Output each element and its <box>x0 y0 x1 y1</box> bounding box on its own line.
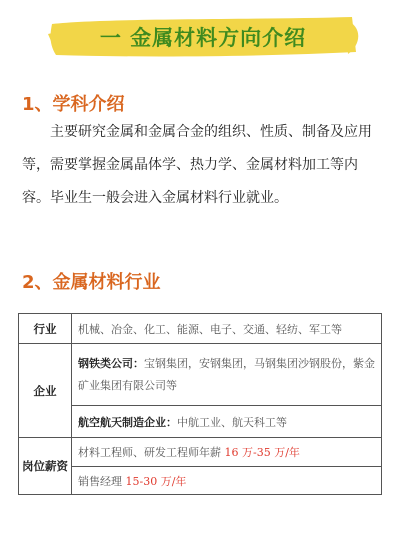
aerospace-companies-key: 航空航天制造企业： <box>78 415 177 429</box>
steel-companies-value: 宝钢集团，安钢集团，马钢集团沙钢股份，紫金矿业集团有限公司等 <box>78 356 375 392</box>
page-title: 一 金属材料方向介绍 <box>99 26 307 50</box>
enterprise-steel-cell <box>72 344 382 406</box>
table-row-industry <box>19 314 382 344</box>
salary-engineer-text: 材料工程师、研发工程师年薪 <box>78 446 225 459</box>
salary-engineer-amount: 16 万-35 万/年 <box>224 446 300 459</box>
steel-companies-key: 钢铁类公司： <box>78 356 144 370</box>
table-row-enterprise-steel <box>19 344 382 406</box>
section-heading-discipline: 1、学科介绍 <box>22 94 125 115</box>
salary-sales-amount: 15-30 万/年 <box>125 474 187 488</box>
table-row-salary-engineer <box>19 438 382 467</box>
table-row-salary-sales <box>19 467 382 495</box>
enterprise-aero-cell <box>72 406 382 438</box>
section-heading-industry: 2、金属材料行业 <box>22 272 161 293</box>
aerospace-companies-value: 中航工业、航天科工等 <box>177 415 287 429</box>
salary-sales-text: 销售经理 <box>78 474 126 488</box>
discipline-paragraph: 主要研究金属和金属合金的组织、性质、制备及应用等，需要掌握金属晶体学、热力学、金属材料加工等内容。毕业生一般会进入金属材料行业就业。 <box>22 124 372 206</box>
industry-label: 行业 <box>19 314 72 344</box>
industry-value: 机械、冶金、化工、能源、电子、交通、轻纺、军工等 <box>72 314 382 344</box>
salary-engineer-cell <box>72 438 382 467</box>
salary-label: 岗位薪资 <box>19 438 72 495</box>
enterprise-label: 企业 <box>19 344 72 438</box>
table-row-enterprise-aero <box>19 406 382 438</box>
title-banner <box>46 14 360 60</box>
industry-table <box>18 313 382 495</box>
salary-sales-cell <box>72 467 382 495</box>
